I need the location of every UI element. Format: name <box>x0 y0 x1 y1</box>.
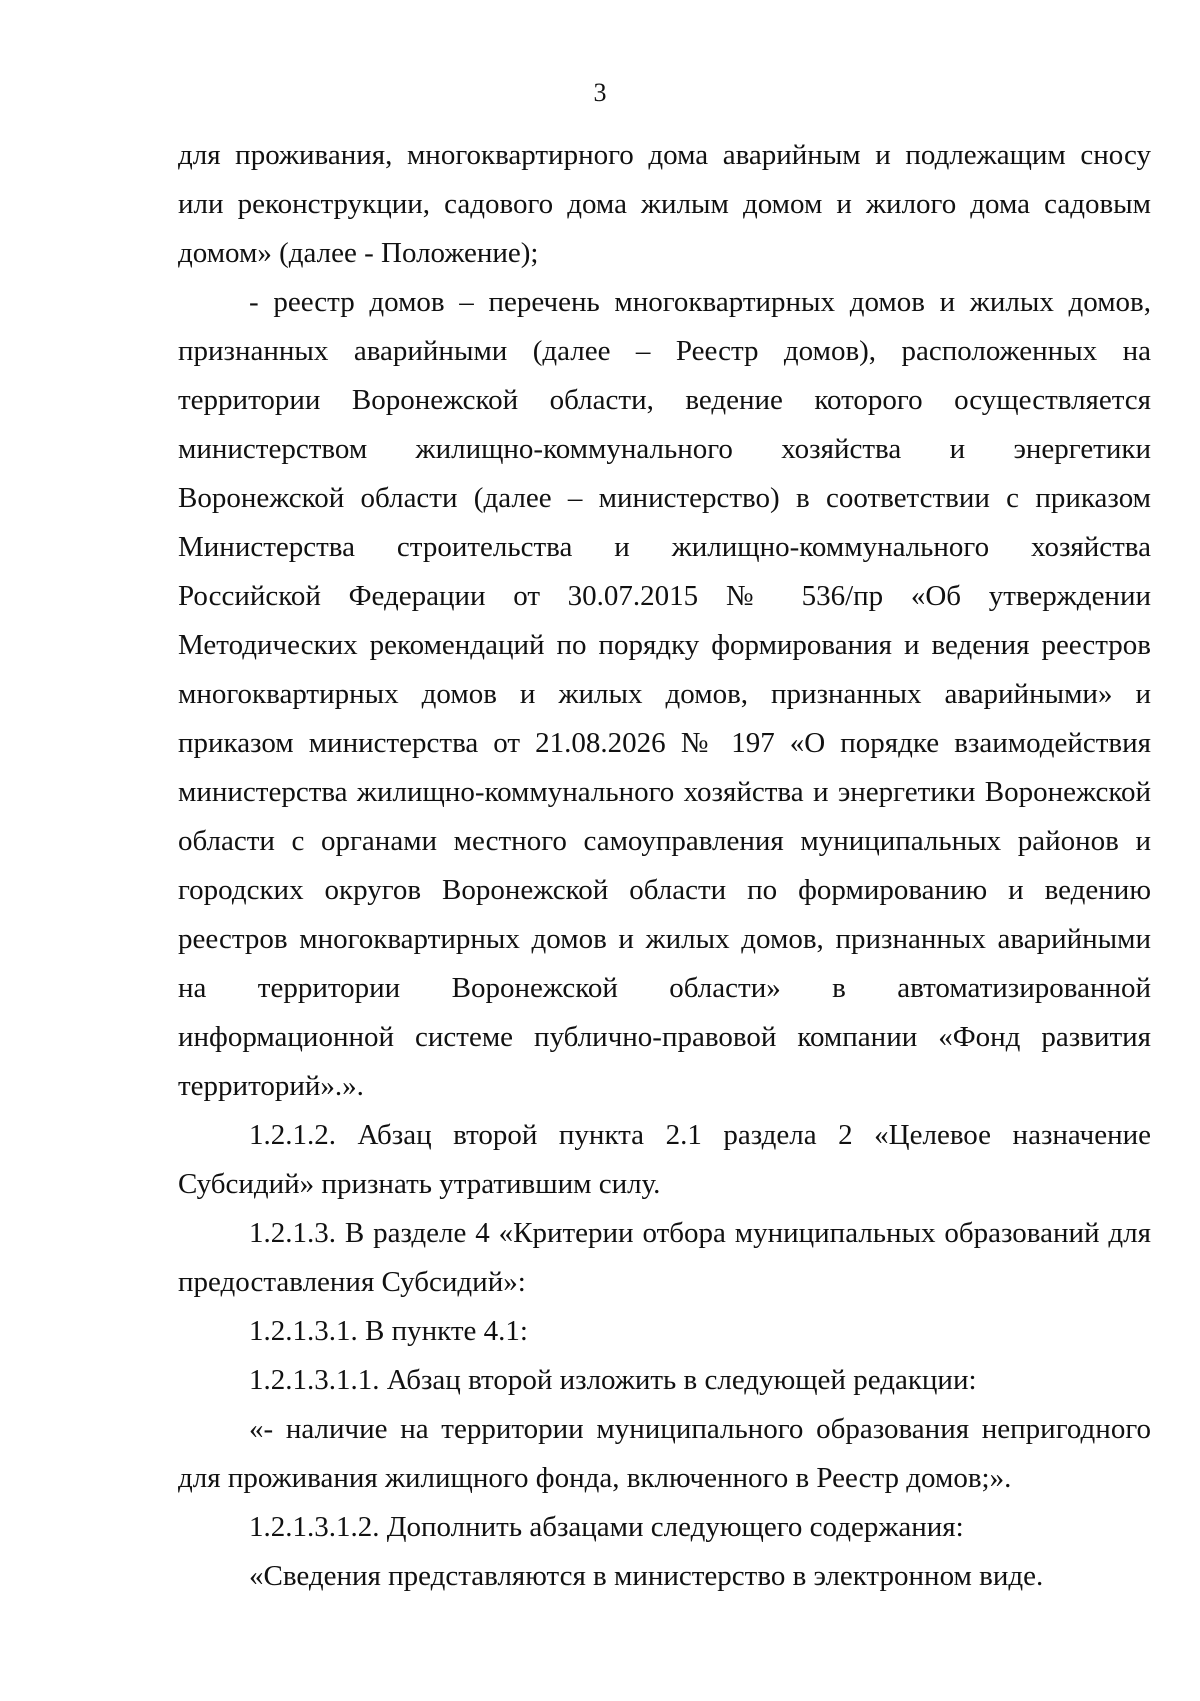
paragraph-5: 1.2.1.3.1. В пункте 4.1: <box>249 1315 528 1347</box>
document-body <box>178 131 1151 1601</box>
paragraph-8: 1.2.1.3.1.2. Дополнить абзацами следующего содержания: <box>249 1511 964 1543</box>
paragraph-6: 1.2.1.3.1.1. Абзац второй изложить в следующей редакции: <box>249 1364 977 1396</box>
paragraph-1: для проживания, многоквартирного дома аварийным и подлежащим сносу или реконструкции, садового дома жилым домом и жилого дома садовым домом» (далее - Положение); <box>178 139 1151 269</box>
paragraph-9: «Сведения представляются в министерство в электронном виде. <box>249 1560 1044 1592</box>
paragraph-3: 1.2.1.2. Абзац второй пункта 2.1 раздела 2 «Целевое назначение Субсидий» признать утратившим силу. <box>178 1119 1151 1200</box>
paragraph-4: 1.2.1.3. В разделе 4 «Критерии отбора муниципальных образований для предоставления Субсидий»: <box>178 1217 1151 1298</box>
paragraph-7: «- наличие на территории муниципального образования непригодного для проживания жилищного фонда, включенного в Реестр домов;». <box>178 1413 1151 1494</box>
paragraph-2: - реестр домов – перечень многоквартирных домов и жилых домов, признанных аварийными (далее – Реестр домов), расположенных на территории Воронежской области, ведение которого осуществляется министерством жилищно-коммунального хозяйства и энергетики Воронежской области (далее – министерство) в соответствии с приказом Министерства строительства и жилищно-коммунального хозяйства Российской Федерации от 30.07.2015 № 536/пр «Об утверждении Методических рекомендаций по порядку формирования и ведения реестров многоквартирных домов и жилых домов, признанных аварийными» и приказом министерства от 21.08.2026 № 197 «О порядке взаимодействия министерства жилищно-коммунального хозяйства и энергетики Воронежской области с органами местного самоуправления муниципальных районов и городских округов Воронежской области по формированию и ведению реестров многоквартирных домов и жилых домов, признанных аварийными на территории Воронежской области» в автоматизированной информационной системе публично-правовой компании «Фонд развития территорий».». <box>178 286 1151 1102</box>
page-number: 3 <box>593 78 607 107</box>
